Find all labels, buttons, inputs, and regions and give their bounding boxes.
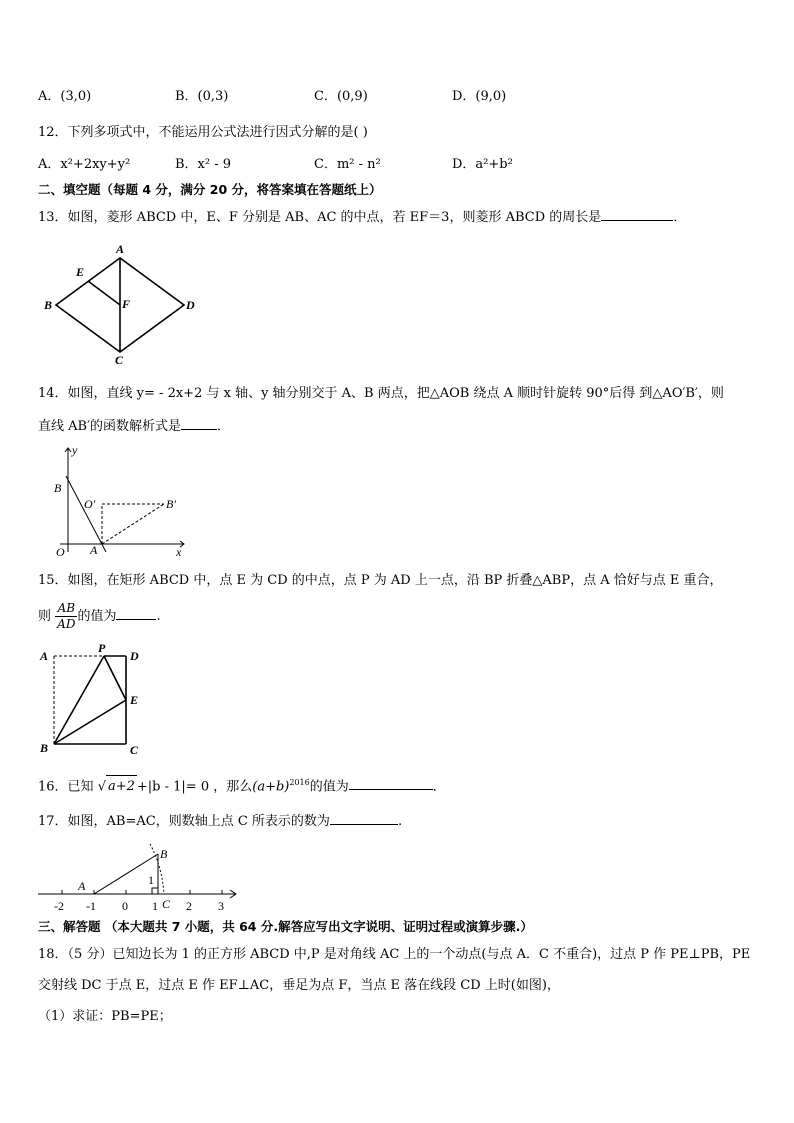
q14-line-2 xyxy=(38,416,230,436)
q12-option-d: D．a²+b² xyxy=(452,157,513,172)
q16-mid: +|b - 1|= 0 ，那么 xyxy=(136,779,253,795)
label-c: C xyxy=(130,743,139,757)
q11-option-b: B．(0,3) xyxy=(175,89,229,104)
q15-line-2 xyxy=(38,600,161,636)
label-x: x xyxy=(176,545,182,559)
label-y: y xyxy=(72,443,78,457)
segment-ef xyxy=(88,281,120,305)
label-a: A xyxy=(116,242,125,256)
q15-frac-den: AD xyxy=(57,617,76,631)
q13-answer-blank[interactable] xyxy=(601,207,673,221)
segment-ab1 xyxy=(102,504,164,544)
q16-line xyxy=(38,772,446,798)
q12-option-a: A．x²+2xy+y² xyxy=(38,157,131,172)
tick-label-2: 2 xyxy=(186,899,192,913)
section-3-heading: 三、解答题 （本大题共 7 小题，共 64 分.解答应写出文字说明、证明过程或演算步骤.） xyxy=(38,919,533,934)
q16-pre: 16．已知 xyxy=(38,779,94,795)
label-b: B xyxy=(40,741,49,755)
label-d: D xyxy=(130,649,139,663)
q17-text: 17．如图，AB=AC，则数轴上点 C 所表示的数为 xyxy=(38,814,330,829)
q15-line-1: 15．如图，在矩形 ABCD 中，点 E 为 CD 的中点，点 P 为 AD 上一点，沿 BP 折叠△ABP，点 A 恰好与点 E 重合， xyxy=(38,573,723,588)
label-one: 1 xyxy=(148,873,154,887)
label-c: C xyxy=(162,897,171,911)
line-ab xyxy=(66,476,106,552)
q13-rhombus-figure xyxy=(38,240,198,370)
segment-bp xyxy=(54,656,104,744)
q17-line xyxy=(38,811,402,831)
q16-paren: (a+b) xyxy=(252,779,290,795)
tick-label-minus-1: -1 xyxy=(86,899,96,913)
q15-pre: 则 xyxy=(38,609,52,624)
tick-label-minus-2: -2 xyxy=(54,899,64,913)
q14-answer-blank[interactable] xyxy=(181,416,217,430)
q14-end: ． xyxy=(217,419,231,434)
label-b: B xyxy=(160,847,168,861)
q16-post: 的值为 xyxy=(309,779,349,795)
q14-line-1: 14．如图，直线 y= - 2x+2 与 x 轴、y 轴分别交于 A、B 两点，把△AOB 绕点 A 顺时针旋转 90°后得 到△AO′B′，则 xyxy=(38,386,724,401)
label-e: E xyxy=(76,265,85,279)
q15-rectangle-figure xyxy=(36,640,156,760)
q12-stem: 12．下列多项式中，不能运用公式法进行因式分解的是( ) xyxy=(38,125,368,140)
q13-text: 13．如图，菱形 ABCD 中，E、F 分别是 AB、AC 的中点，若 EF＝3，则菱形 ABCD 的周长是 xyxy=(38,210,602,225)
tick-label-3: 3 xyxy=(218,899,224,913)
q15-frac-num: AB xyxy=(55,601,77,617)
tick-label-1: 1 xyxy=(152,899,158,913)
label-a: A xyxy=(40,649,49,663)
label-b: B xyxy=(54,481,62,495)
tick-label-0: 0 xyxy=(122,899,128,913)
q18-line-1: 18．（5 分）已知边长为 1 的正方形 ABCD 中,P 是对角线 AC 上的一个动点(与点 A．C 不重合)，过点 P 作 PE⊥PB，PE xyxy=(38,947,751,962)
label-o-prime: O′ xyxy=(84,497,96,511)
q16-exponent: 2016 xyxy=(289,778,310,787)
q18-line-2: 交射线 DC 于点 E，过点 E 作 EF⊥AC，垂足为点 F，当点 E 落在线段 CD 上时(如图)， xyxy=(38,978,560,993)
segment-be xyxy=(54,700,126,744)
q12-option-b: B．x² - 9 xyxy=(175,157,232,172)
q11-option-d: D．(9,0) xyxy=(452,89,507,104)
label-c: C xyxy=(115,353,124,367)
q14-coordinate-figure xyxy=(36,440,196,560)
q11-option-a: A．(3,0) xyxy=(38,89,92,104)
q17-end: . xyxy=(397,814,403,829)
q17-answer-blank[interactable] xyxy=(330,811,398,825)
q15-fraction xyxy=(55,601,77,632)
label-b: B xyxy=(44,298,53,312)
label-b-prime: B′ xyxy=(166,497,176,511)
label-a: A xyxy=(90,543,98,557)
q17-number-line-figure xyxy=(34,836,244,914)
label-p: P xyxy=(98,641,106,655)
q13-stem xyxy=(38,207,686,227)
label-f: F xyxy=(122,297,131,311)
q15-end: . xyxy=(156,609,161,624)
q12-option-c: C．m² - n² xyxy=(314,157,381,172)
q11-option-c: C．(0,9) xyxy=(314,89,368,104)
section-2-heading: 二、填空题（每题 4 分，满分 20 分，将答案填在答题纸上） xyxy=(38,182,382,197)
q16-answer-blank[interactable] xyxy=(349,776,433,790)
right-angle-mark xyxy=(152,888,158,894)
q14-text: 直线 AB′的函数解析式是 xyxy=(38,419,182,434)
label-o: O xyxy=(56,545,65,559)
label-a: A xyxy=(78,879,86,893)
q16-end: ． xyxy=(432,779,446,795)
q16-radicand: a+2 xyxy=(106,775,137,798)
q15-post: 的值为 xyxy=(77,609,117,624)
q16-sqrt-sign: √ xyxy=(97,779,106,795)
label-e: E xyxy=(130,693,139,707)
q15-answer-blank[interactable] xyxy=(116,606,156,620)
q13-end: ． xyxy=(673,210,687,225)
q18-subquestion-1: （1）求证：PB=PE； xyxy=(38,1009,172,1024)
label-d: D xyxy=(186,298,195,312)
segment-pe xyxy=(104,656,126,700)
